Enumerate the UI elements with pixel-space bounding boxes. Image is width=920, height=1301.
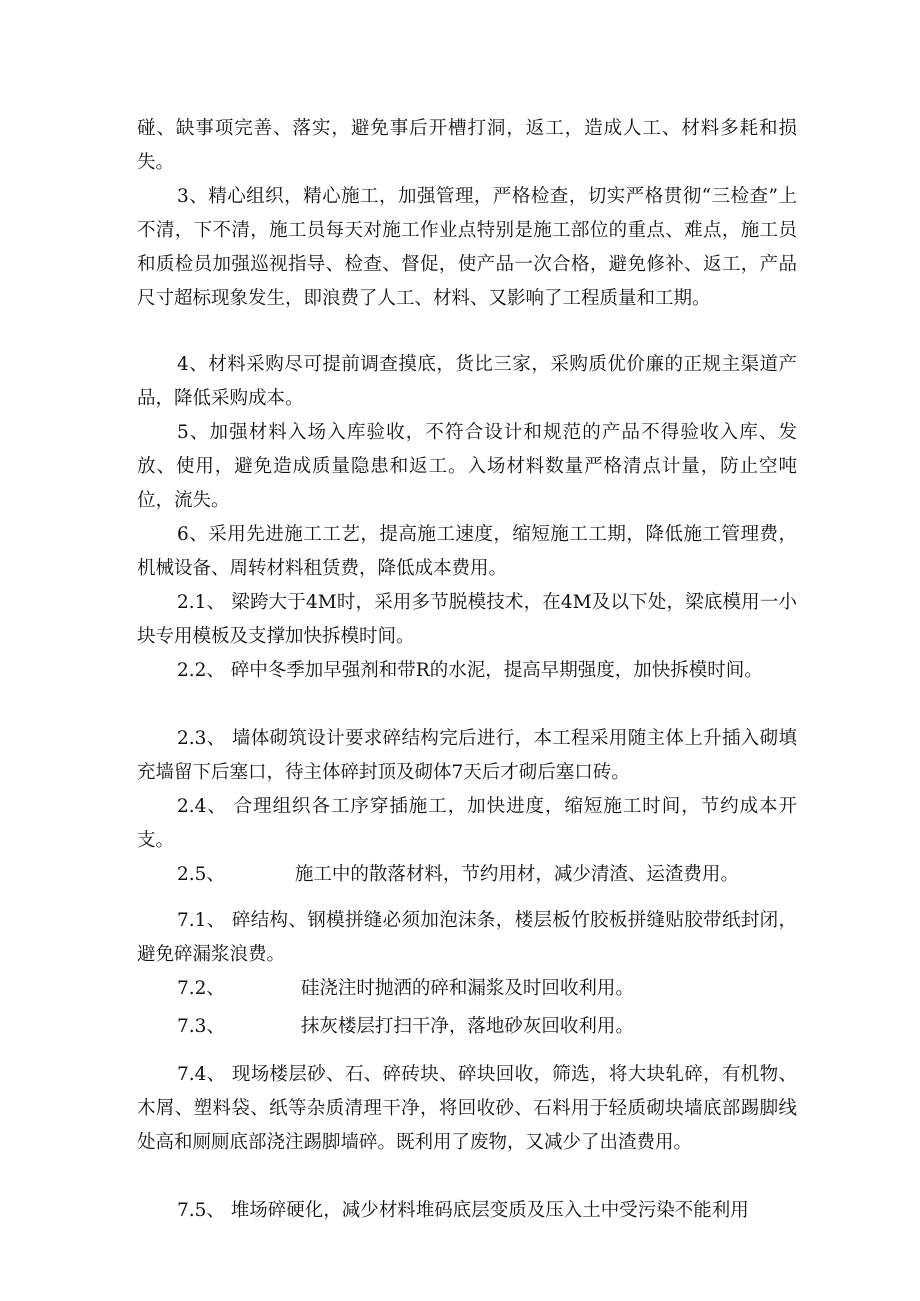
item-number: 2.5、 xyxy=(177,864,225,885)
item-number: 7.3、 xyxy=(177,1016,225,1037)
paragraph-item-2-3: 2.3、 墙体砌筑设计要求碎结构完后进行，本工程采用随主体上升插入砌填充墙留下后塞口，待主体碎封顶及砌体7天后才砌后塞口砖。 xyxy=(137,728,797,783)
item-text: 施工中的散落材料，节约用材，减少清渣、运渣费用。 xyxy=(294,864,739,885)
paragraph-item-2-2: 2.2、 碎中冬季加早强剂和带R的水泥，提高早期强度，加快拆模时间。 xyxy=(177,660,763,681)
paragraph-item-2-1: 2.1、 梁跨大于4M时，采用多节脱模技术，在4M及以下处，梁底模用一小块专用模板及支撑加快拆模时间。 xyxy=(137,592,797,647)
item-text: 硅浇注时抛洒的碎和漏浆及时回收利用。 xyxy=(300,978,634,999)
paragraph-item-2-5 xyxy=(137,858,797,892)
paragraph-item-7-4: 7.4、 现场楼层砂、石、碎砖块、碎块回收，筛选，将大块轧碎，有机物、木屑、塑料袋、纸等杂质清理干净，将回收砂、石料用于轻质砌块墙底部踢脚线处高和厕厕底部浇注踢脚墙碎。既利用了废物，又减少了出渣费用。 xyxy=(137,1064,797,1153)
paragraph-item-4: 4、材料采购尽可提前调查摸底，货比三家，采购质优价廉的正规主渠道产品，降低采购成本。 xyxy=(137,354,797,409)
paragraph-item-6: 6、采用先进施工工艺，提高施工速度，缩短施工工期，降低施工管理费，机械设备、周转材料租赁费，降低成本费用。 xyxy=(137,524,797,579)
paragraph-item-2-4: 2.4、 合理组织各工序穿插施工，加快进度，缩短施工时间，节约成本开支。 xyxy=(137,796,797,851)
item-number: 7.2、 xyxy=(177,978,225,999)
paragraph-item-7-2 xyxy=(137,972,797,1006)
item-text: 抹灰楼层打扫干净，落地砂灰回收利用。 xyxy=(300,1016,634,1037)
paragraph-item-7-5: 7.5、 堆场碎硬化，减少材料堆码底层变质及压入土中受污染不能利用 xyxy=(177,1200,749,1221)
paragraph-item-5: 5、加强材料入场入库验收，不符合设计和规范的产品不得验收入库、发放、使用，避免造成质量隐患和返工。入场材料数量严格清点计量，防止空吨位，流失。 xyxy=(137,422,797,511)
paragraph-item-3: 3、精心组织，精心施工，加强管理，严格检查，切实严格贯彻“三检查”上不清，下不清，施工员每天对施工作业点特别是施工部位的重点、难点，施工员和质检员加强巡视指导、检查、督促，使产品一次合格，避免修补、返工，产品尺寸超标现象发生，即浪费了人工、材料、又影响了工程质量和工期。 xyxy=(137,186,797,309)
paragraph-item-7-1: 7.1、 碎结构、钢模拼缝必须加泡沫条，楼层板竹胶板拼缝贴胶带纸封闭，避免碎漏浆浪费。 xyxy=(137,910,797,965)
paragraph-continuation: 碰、缺事项完善、落实，避免事后开槽打洞，返工，造成人工、材料多耗和损失。 xyxy=(137,118,797,173)
paragraph-item-7-3 xyxy=(137,1010,797,1044)
